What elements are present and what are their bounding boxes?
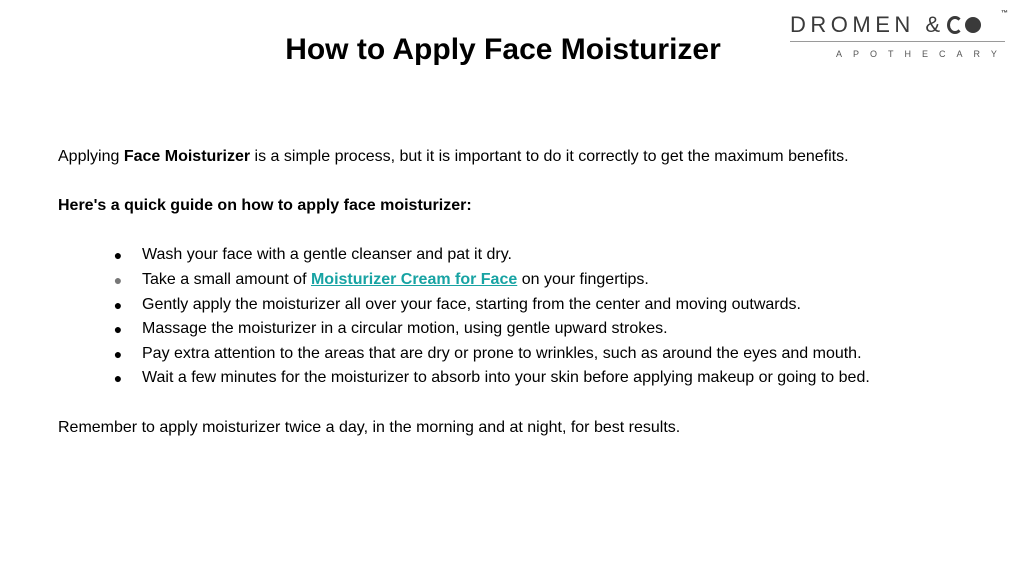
bullet-icon: ● bbox=[113, 321, 123, 338]
bullet-icon: ● bbox=[113, 296, 123, 313]
step-text: Wash your face with a gentle cleanser and pat it dry. bbox=[142, 246, 512, 264]
logo-divider bbox=[790, 41, 1005, 42]
list-item bbox=[58, 268, 958, 293]
intro-bold-term: Face Moisturizer bbox=[123, 148, 251, 165]
step-text: Pay extra attention to the areas that are dry or prone to wrinkles, such as around the eyes and mouth. bbox=[142, 344, 862, 362]
bullet-icon: ● bbox=[113, 271, 123, 288]
logo-dot-shape bbox=[965, 17, 981, 33]
bullet-icon: ● bbox=[113, 370, 123, 387]
logo-trademark: ™ bbox=[1001, 10, 1008, 17]
intro-prefix: Applying bbox=[58, 148, 124, 165]
logo-brand-text: DROMEN & bbox=[790, 12, 945, 37]
steps-list bbox=[58, 243, 958, 391]
intro-paragraph bbox=[58, 145, 958, 170]
logo-subtitle: APOTHECARY bbox=[836, 49, 1008, 59]
list-item bbox=[58, 317, 958, 342]
logo-co-mark bbox=[947, 16, 981, 34]
list-item bbox=[58, 293, 958, 318]
list-item bbox=[58, 243, 958, 268]
step-text-prefix: Take a small amount of bbox=[142, 270, 311, 288]
brand-logo bbox=[790, 8, 1015, 68]
step-text: Massage the moisturizer in a circular motion, using gentle upward strokes. bbox=[142, 320, 668, 338]
logo-wordmark bbox=[790, 8, 981, 42]
logo-c-shape bbox=[947, 16, 963, 34]
list-item bbox=[58, 366, 958, 391]
intro-suffix: is a simple process, but it is important to do it correctly to get the maximum benefits. bbox=[250, 148, 849, 165]
guide-heading: Here's a quick guide on how to apply face moisturizer: bbox=[58, 197, 472, 215]
bullet-icon: ● bbox=[113, 345, 123, 362]
step-text: Wait a few minutes for the moisturizer to absorb into your skin before applying makeup or going to bed. bbox=[142, 369, 870, 387]
moisturizer-cream-link[interactable]: Moisturizer Cream for Face bbox=[310, 270, 518, 288]
bullet-icon: ● bbox=[113, 247, 123, 264]
closing-paragraph: Remember to apply moisturizer twice a day, in the morning and at night, for best results. bbox=[58, 418, 681, 436]
step-text: Gently apply the moisturizer all over your face, starting from the center and moving outwards. bbox=[142, 295, 801, 313]
list-item bbox=[58, 342, 958, 367]
step-text-suffix: on your fingertips. bbox=[517, 270, 649, 288]
article-body bbox=[58, 145, 958, 440]
page-title: How to Apply Face Moisturizer bbox=[285, 33, 721, 66]
